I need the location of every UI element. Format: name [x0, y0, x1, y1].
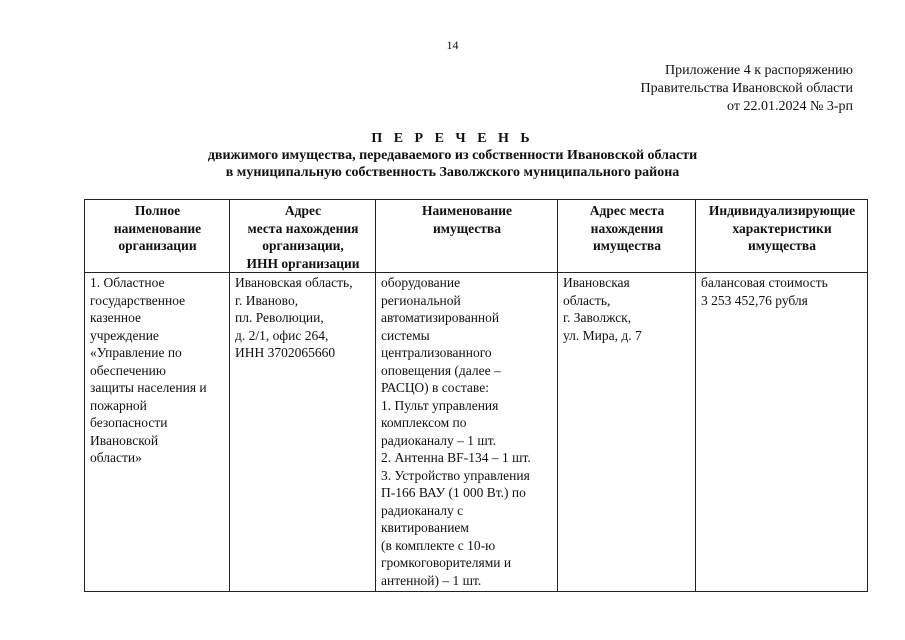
cell-org-address: Ивановская область, г. Иваново, пл. Революции, д. 2/1, офис 264, ИНН 3702065660 — [230, 273, 376, 592]
title-heading: П Е Р Е Ч Е Н Ь — [371, 131, 534, 146]
header-property-name: Наименование имущества — [376, 200, 558, 273]
appendix-line: от 22.01.2024 № 3-рп — [727, 99, 853, 114]
table-row — [85, 273, 868, 592]
header-characteristics: Индивидуализирующие характеристики имущества — [696, 200, 868, 273]
page-number: 14 — [446, 38, 459, 52]
header-property-address: Адрес места нахождения имущества — [558, 200, 696, 273]
property-table — [84, 199, 868, 592]
appendix-note — [641, 62, 853, 116]
table-header-row — [85, 200, 868, 273]
appendix-line: Правительства Ивановской области — [640, 81, 853, 96]
document-title — [0, 130, 905, 181]
title-line: в муниципальную собственность Заволжского муниципального района — [225, 165, 680, 180]
title-line: движимого имущества, передаваемого из собственности Ивановской области — [207, 148, 698, 163]
cell-characteristics: балансовая стоимость 3 253 452,76 рубля — [696, 273, 868, 592]
cell-property-address: Ивановская область, г. Заволжск, ул. Мира, д. 7 — [558, 273, 696, 592]
cell-organization: 1. Областное государственное казенное учреждение «Управление по обеспечению защиты населения и пожарной безопасности Ивановской области» — [85, 273, 230, 592]
appendix-line: Приложение 4 к распоряжению — [665, 63, 853, 78]
header-org-address: Адрес места нахождения организации, ИНН организации — [230, 200, 376, 273]
header-organization: Полное наименование организации — [85, 200, 230, 273]
cell-property-name: оборудование региональной автоматизированной системы централизованного оповещения (далее – РАСЦО) в составе: 1. Пульт управления комплексом по радиоканалу – 1 шт. 2. Антенна BF-134 – 1 шт. 3. Устройство управления П-166 ВАУ (1 000 Вт.) по радиоканалу с квитированием (в комплекте с 10-ю громкоговорителями и антенной) – 1 шт. — [376, 273, 558, 592]
